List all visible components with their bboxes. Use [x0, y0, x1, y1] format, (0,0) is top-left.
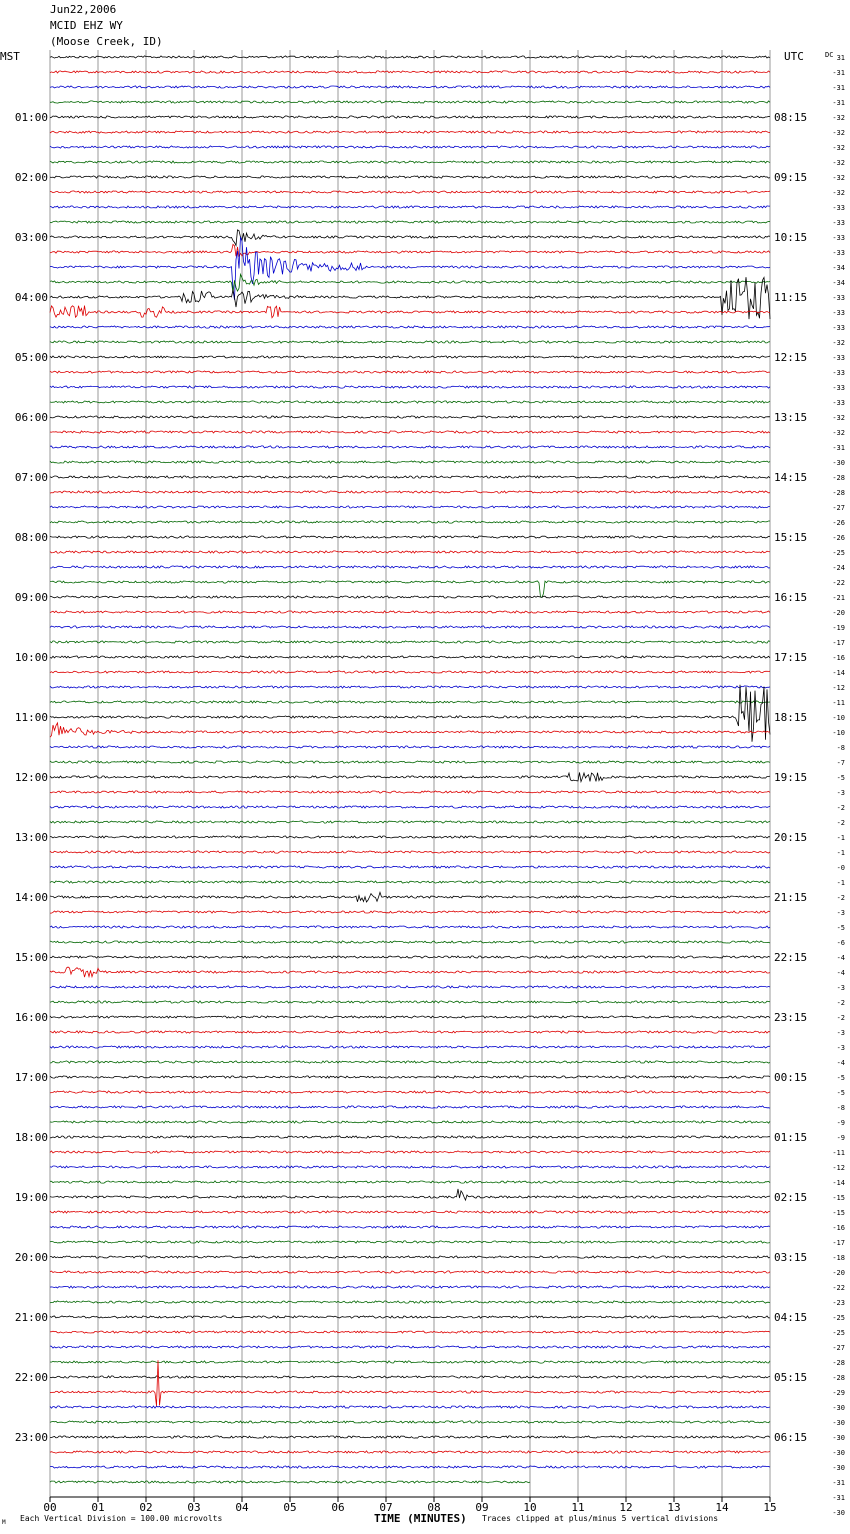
- trace-11: [50, 221, 770, 223]
- dc-offset-label: -33: [832, 219, 845, 227]
- trace-54: [50, 866, 770, 868]
- dc-offset-label: -25: [832, 1329, 845, 1337]
- mst-hour-label: 02:00: [14, 171, 48, 184]
- dc-offset-label: -25: [832, 549, 845, 557]
- mst-hour-label: 06:00: [14, 411, 48, 424]
- utc-hour-label: 00:15: [774, 1071, 808, 1084]
- trace-85: [50, 1331, 770, 1333]
- dc-offset-label: -23: [832, 1299, 845, 1307]
- mst-hour-label: 07:00: [14, 471, 48, 484]
- dc-offset-label: -30: [832, 1464, 845, 1472]
- mst-hour-label: 15:00: [14, 951, 48, 964]
- trace-4: [50, 116, 770, 118]
- dc-offset-label: -11: [832, 699, 845, 707]
- mst-hour-label: 11:00: [14, 711, 48, 724]
- dc-offset-label: -1: [836, 879, 845, 887]
- trace-22: [50, 386, 770, 388]
- dc-offset-label: -31: [832, 444, 845, 452]
- trace-18: [50, 326, 770, 328]
- trace-25: [50, 431, 770, 433]
- dc-offset-label: -10: [832, 714, 845, 722]
- dc-offset-label: -15: [832, 1209, 845, 1217]
- trace-77: [50, 1211, 770, 1213]
- dc-offset-label: -3: [836, 984, 845, 992]
- dc-offset-label: -3: [836, 909, 845, 917]
- dc-offset-label: -31: [832, 99, 845, 107]
- dc-offset-label: -14: [832, 669, 845, 677]
- dc-offset-label: -33: [832, 399, 845, 407]
- dc-offset-label: -33: [832, 324, 845, 332]
- trace-84: [50, 1316, 770, 1318]
- dc-offset-label: -2: [836, 894, 845, 902]
- dc-offset-label: -22: [832, 1284, 845, 1292]
- dc-offset-label: -33: [832, 369, 845, 377]
- utc-hour-label: 15:15: [774, 531, 808, 544]
- dc-offset-label: -4: [836, 1059, 845, 1067]
- mst-hour-label: 12:00: [14, 771, 48, 784]
- dc-offset-label: -19: [832, 624, 845, 632]
- dc-offset-label: -18: [832, 1254, 845, 1262]
- trace-17: [50, 306, 770, 318]
- trace-5: [50, 131, 770, 133]
- trace-86: [50, 1346, 770, 1348]
- utc-hour-label: 13:15: [774, 411, 808, 424]
- x-tick-label: 02: [139, 1501, 153, 1514]
- dc-offset-label: -33: [832, 354, 845, 362]
- trace-43: [50, 701, 770, 703]
- trace-26: [50, 446, 770, 448]
- dc-offset-label: -31: [832, 69, 845, 77]
- x-tick-label: 12: [619, 1501, 633, 1514]
- x-tick-label: 01: [91, 1501, 105, 1514]
- clip-note: Traces clipped at plus/minus 5 vertical divisions: [482, 1514, 719, 1523]
- dc-offset-label: -33: [832, 249, 845, 257]
- station-code: MCID EHZ WY: [50, 19, 123, 32]
- dc-offset-label: -30: [832, 1434, 845, 1442]
- mst-hour-label: 09:00: [14, 591, 48, 604]
- trace-49: [50, 791, 770, 793]
- mst-hour-label: 10:00: [14, 651, 48, 664]
- dc-offset-label: -16: [832, 654, 845, 662]
- dc-offset-label: -27: [832, 1344, 845, 1352]
- utc-hour-label: 19:15: [774, 771, 808, 784]
- trace-3: [50, 101, 770, 103]
- dc-offset-label: -5: [836, 1089, 845, 1097]
- dc-offset-label: -8: [836, 744, 845, 752]
- trace-10: [50, 206, 770, 208]
- trace-83: [50, 1301, 770, 1303]
- trace-74: [50, 1166, 770, 1168]
- station-location: (Moose Creek, ID): [50, 35, 163, 48]
- dc-offset-label: -21: [832, 594, 845, 602]
- dc-offset-label: -28: [832, 474, 845, 482]
- dc-offset-label: -34: [832, 264, 845, 272]
- trace-70: [50, 1106, 770, 1108]
- minute-gridlines: [50, 50, 770, 1497]
- trace-92: [50, 1436, 770, 1438]
- trace-23: [50, 401, 770, 403]
- mst-hour-label: 13:00: [14, 831, 48, 844]
- trace-27: [50, 461, 770, 463]
- dc-offset-label: -33: [832, 294, 845, 302]
- dc-offset-label: -32: [832, 429, 845, 437]
- utc-hour-label: 10:15: [774, 231, 808, 244]
- trace-42: [50, 686, 770, 688]
- utc-hour-label: 12:15: [774, 351, 808, 364]
- trace-9: [50, 191, 770, 193]
- dc-offset-label: -34: [832, 279, 845, 287]
- dc-offset-label: -32: [832, 174, 845, 182]
- trace-33: [50, 551, 770, 553]
- trace-39: [50, 641, 770, 643]
- mst-hour-label: 04:00: [14, 291, 48, 304]
- dc-offset-label: -4: [836, 969, 845, 977]
- trace-61: [50, 967, 770, 977]
- dc-offset-label: -1: [836, 834, 845, 842]
- x-tick-label: 05: [283, 1501, 297, 1514]
- x-tick-label: 13: [667, 1501, 681, 1514]
- trace-64: [50, 1016, 770, 1018]
- dc-offset-label: -2: [836, 1014, 845, 1022]
- dc-offset-label: -25: [832, 1314, 845, 1322]
- x-tick-label: 14: [715, 1501, 729, 1514]
- trace-1: [50, 71, 770, 73]
- utc-hour-label: 16:15: [774, 591, 808, 604]
- mst-hour-label: 23:00: [14, 1431, 48, 1444]
- dc-offset-label: -2: [836, 999, 845, 1007]
- utc-hour-label: 03:15: [774, 1251, 808, 1264]
- trace-60: [50, 956, 770, 958]
- dc-offset-label: -33: [832, 234, 845, 242]
- trace-40: [50, 656, 770, 658]
- mst-hour-label: 08:00: [14, 531, 48, 544]
- dc-offset-label: -30: [832, 1419, 845, 1427]
- trace-41: [50, 671, 770, 673]
- x-tick-label: 15: [763, 1501, 777, 1514]
- dc-offset-label: -33: [832, 309, 845, 317]
- trace-76: [50, 1189, 770, 1200]
- dc-offset-label: -32: [832, 339, 845, 347]
- trace-19: [50, 341, 770, 343]
- dc-offset-label: -26: [832, 534, 845, 542]
- dc-offset-label: -20: [832, 1269, 845, 1277]
- trace-58: [50, 926, 770, 928]
- trace-14: [50, 237, 770, 300]
- dc-offset-label: -9: [836, 1134, 845, 1142]
- dc-offset-label: -5: [836, 774, 845, 782]
- dc-offset-label: -22: [832, 579, 845, 587]
- trace-80: [50, 1256, 770, 1258]
- trace-30: [50, 506, 770, 508]
- dc-offset-label: -30: [832, 1449, 845, 1457]
- trace-82: [50, 1286, 770, 1288]
- mst-hour-label: 19:00: [14, 1191, 48, 1204]
- dc-offset-label: 31: [836, 54, 845, 62]
- trace-45: [50, 723, 770, 737]
- mst-hour-label: 14:00: [14, 891, 48, 904]
- dc-offset-label: -5: [836, 1074, 845, 1082]
- trace-73: [50, 1151, 770, 1153]
- dc-offset-label: -28: [832, 489, 845, 497]
- trace-47: [50, 761, 770, 763]
- trace-57: [50, 911, 770, 913]
- left-timezone-label: MST: [0, 50, 20, 63]
- trace-78: [50, 1226, 770, 1228]
- mst-hour-label: 17:00: [14, 1071, 48, 1084]
- trace-12: [50, 230, 770, 246]
- trace-44: [50, 685, 770, 742]
- dc-offset-label: -5: [836, 924, 845, 932]
- dc-offset-label: -15: [832, 1194, 845, 1202]
- dc-offset-label: -16: [832, 1224, 845, 1232]
- utc-hour-label: 02:15: [774, 1191, 808, 1204]
- dc-offset-label: -32: [832, 129, 845, 137]
- trace-66: [50, 1046, 770, 1048]
- vertical-scale-note: Each Vertical Division = 100.00 microvolts: [20, 1514, 223, 1523]
- trace-15: [50, 274, 770, 292]
- dc-offset-label: -30: [832, 1404, 845, 1412]
- utc-hour-label: 04:15: [774, 1311, 808, 1324]
- trace-89: [50, 1360, 770, 1406]
- trace-28: [50, 476, 770, 478]
- dc-offset-label: -12: [832, 1164, 845, 1172]
- x-tick-label: 07: [379, 1501, 393, 1514]
- dc-offset-label: -2: [836, 819, 845, 827]
- trace-75: [50, 1181, 770, 1183]
- trace-91: [50, 1421, 770, 1423]
- trace-71: [50, 1121, 770, 1123]
- dc-offset-label: -3: [836, 789, 845, 797]
- trace-55: [50, 881, 770, 883]
- dc-offset-label: -9: [836, 1119, 845, 1127]
- trace-94: [50, 1466, 770, 1468]
- utc-hour-label: 09:15: [774, 171, 808, 184]
- trace-68: [50, 1076, 770, 1078]
- trace-88: [50, 1376, 770, 1378]
- trace-93: [50, 1451, 770, 1453]
- trace-62: [50, 986, 770, 988]
- dc-offset-label: -30: [832, 1509, 845, 1517]
- x-tick-label: 10: [523, 1501, 537, 1514]
- utc-hour-label: 05:15: [774, 1371, 808, 1384]
- x-tick-label: 11: [571, 1501, 585, 1514]
- trace-50: [50, 806, 770, 808]
- utc-hour-label: 18:15: [774, 711, 808, 724]
- dc-offset-label: -20: [832, 609, 845, 617]
- trace-59: [50, 941, 770, 943]
- dc-offset-label: -32: [832, 114, 845, 122]
- trace-63: [50, 1001, 770, 1003]
- mst-hour-label: 03:00: [14, 231, 48, 244]
- trace-48: [50, 773, 770, 782]
- right-timezone-label: UTC: [784, 50, 804, 63]
- dc-offset-label: -3: [836, 1029, 845, 1037]
- x-tick-label: 00: [43, 1501, 57, 1514]
- dc-offset-label: -33: [832, 384, 845, 392]
- trace-56: [50, 892, 770, 902]
- trace-2: [50, 86, 770, 88]
- dc-offset-label: -17: [832, 639, 845, 647]
- mst-hour-label: 05:00: [14, 351, 48, 364]
- utc-hour-label: 11:15: [774, 291, 808, 304]
- hour-labels: [15, 54, 845, 1517]
- trace-72: [50, 1136, 770, 1138]
- trace-24: [50, 416, 770, 418]
- trace-36: [50, 596, 770, 598]
- utc-hour-label: 21:15: [774, 891, 808, 904]
- dc-offset-label: -31: [832, 84, 845, 92]
- dc-offset-label: -32: [832, 144, 845, 152]
- utc-hour-label: 20:15: [774, 831, 808, 844]
- dc-offset-header: DC: [825, 51, 834, 59]
- utc-hour-label: 01:15: [774, 1131, 808, 1144]
- mst-hour-label: 22:00: [14, 1371, 48, 1384]
- dc-offset-label: -32: [832, 414, 845, 422]
- dc-offset-label: -31: [832, 1479, 845, 1487]
- trace-69: [50, 1091, 770, 1093]
- x-tick-label: 09: [475, 1501, 489, 1514]
- x-tick-label: 08: [427, 1501, 441, 1514]
- mst-hour-label: 01:00: [14, 111, 48, 124]
- x-tick-label: 03: [187, 1501, 201, 1514]
- trace-90: [50, 1406, 770, 1408]
- utc-hour-label: 08:15: [774, 111, 808, 124]
- dc-offset-label: -17: [832, 1239, 845, 1247]
- dc-offset-label: -32: [832, 189, 845, 197]
- trace-81: [50, 1271, 770, 1273]
- seismic-traces: [50, 56, 770, 1483]
- trace-52: [50, 836, 770, 838]
- trace-65: [50, 1031, 770, 1033]
- x-tick-label: 04: [235, 1501, 249, 1514]
- dc-offset-label: -33: [832, 204, 845, 212]
- trace-29: [50, 491, 770, 493]
- trace-8: [50, 176, 770, 178]
- x-tick-label: 06: [331, 1501, 345, 1514]
- dc-offset-label: -24: [832, 564, 845, 572]
- dc-offset-label: -0: [836, 864, 845, 872]
- dc-offset-label: -7: [836, 759, 845, 767]
- dc-offset-label: -27: [832, 504, 845, 512]
- dc-offset-label: -30: [832, 459, 845, 467]
- dc-offset-label: -29: [832, 1389, 845, 1397]
- trace-13: [50, 244, 770, 256]
- dc-offset-label: -2: [836, 804, 845, 812]
- trace-53: [50, 851, 770, 853]
- mst-hour-label: 18:00: [14, 1131, 48, 1144]
- trace-46: [50, 746, 770, 748]
- mst-hour-label: 20:00: [14, 1251, 48, 1264]
- dc-offset-label: -32: [832, 159, 845, 167]
- dc-offset-label: -12: [832, 684, 845, 692]
- trace-20: [50, 356, 770, 358]
- utc-hour-label: 06:15: [774, 1431, 808, 1444]
- trace-7: [50, 161, 770, 163]
- utc-hour-label: 23:15: [774, 1011, 808, 1024]
- trace-34: [50, 566, 770, 568]
- utc-hour-label: 14:15: [774, 471, 808, 484]
- dc-offset-label: -11: [832, 1149, 845, 1157]
- trace-51: [50, 821, 770, 823]
- record-date: Jun22,2006: [50, 3, 117, 16]
- utc-hour-label: 17:15: [774, 651, 808, 664]
- trace-38: [50, 626, 770, 628]
- trace-32: [50, 536, 770, 538]
- trace-67: [50, 1061, 770, 1063]
- dc-offset-label: -31: [832, 1494, 845, 1502]
- mst-hour-label: 16:00: [14, 1011, 48, 1024]
- trace-37: [50, 611, 770, 613]
- trace-35: [50, 581, 770, 598]
- dc-offset-label: -6: [836, 939, 845, 947]
- dc-offset-label: -3: [836, 1044, 845, 1052]
- utc-hour-label: 22:15: [774, 951, 808, 964]
- dc-offset-label: -14: [832, 1179, 845, 1187]
- trace-0: [50, 56, 770, 58]
- corner-mark: M: [2, 1519, 6, 1526]
- dc-offset-label: -28: [832, 1359, 845, 1367]
- trace-31: [50, 521, 770, 523]
- x-axis-title: TIME (MINUTES): [374, 1512, 467, 1525]
- trace-79: [50, 1241, 770, 1243]
- mst-hour-label: 21:00: [14, 1311, 48, 1324]
- dc-offset-label: -8: [836, 1104, 845, 1112]
- dc-offset-label: -10: [832, 729, 845, 737]
- dc-offset-label: -28: [832, 1374, 845, 1382]
- dc-offset-label: -26: [832, 519, 845, 527]
- dc-offset-label: -1: [836, 849, 845, 857]
- dc-offset-label: -4: [836, 954, 845, 962]
- trace-21: [50, 371, 770, 373]
- trace-6: [50, 146, 770, 148]
